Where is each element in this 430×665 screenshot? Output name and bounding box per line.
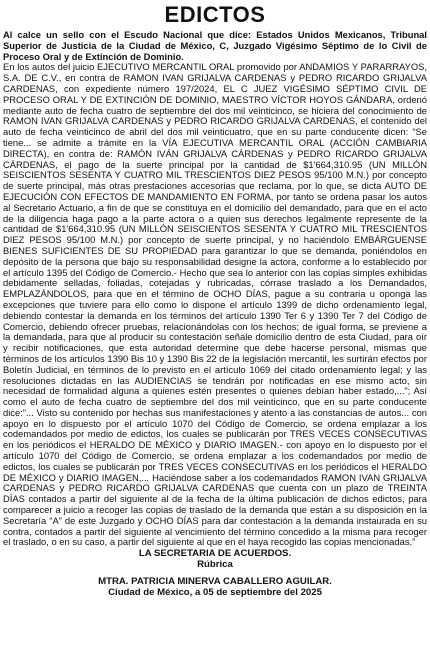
signature-place-date: Ciudad de México, a 05 de septiembre del 2025 bbox=[108, 587, 322, 599]
edict-body-text: En los autos del juicio EJECUTIVO MERCANTIL ORAL promovido por ANDAMIOS Y PARARRAYOS, S.A. DE C.V., en contra de RAMON IVAN GRIJALVA CARDENAS y PEDRO RICARDO GRIJALVA CARDENAS, con expediente número 197/2024, EL C JUEZ VIGÉSIMO SÉPTIMO CIVIL DE PROCESO ORAL Y DE EXTINCIÓN DE DOMINIO, MAESTRO VÍCTOR HOYOS GÁNDARA, ordenó mediante auto de fecha cuatro de septiembre del dos mil veinticinco, se hiciera del conocimiento de RAMON IVAN GRIJALVA CARDENAS y PEDRO RICARDO GRIJALVA CARDENAS, el contenido del auto de fecha veinticinco de abril del dos mil veinticuatro, que en su parte conducente dicen: “Se tiene... se admite a trámite en la VÍA EJECUTIVA MERCANTIL ORAL (ACCIÓN CAMBIARIA DIRECTA), en contra de: RAMÓN IVÁN GRIJALVA CÁRDENAS y PEDRO RICARDO GRIJALVA CÁRDENAS, el pago de la suerte principal por la cantidad de $1'664,310.95 (UN MILLÓN SEISCIENTOS SESENTA Y CUATRO MIL TRESCIENTOS DIEZ PESOS 95/100 M.N.) por concepto de suerte principal, más otras prestaciones accesorias que reclama, por lo que, se dicta AUTO DE EJECUCIÓN CON EFECTOS DE MANDAMIENTO EN FORMA, por tanto se ordena pasar los autos al Secretario Actuario, a fin de que se constituya en el domicilio del demandado, para que en el acto de la diligencia haga pago a la parte actora o a quien sus derechos legalmente represente de la cantidad de $1'664,310.95 (UN MILLÓN SEISCIENTOS SESENTA Y CUATRO MIL TRESCIENTOS DIEZ PESOS 95/100 M.N.) por concepto de suerte principal, y no haciéndolo EMBÁRGUENSE BIENES SUFICIENTES DE SU PROPIEDAD para garantizar lo que se demanda, poniéndolos en depósito de la persona que bajo su responsabilidad designe la actora, conforme a lo establecido por el artículo 1395 del Código de Comercio.- Hecho que sea lo anterior con las copias simples exhibidas debidamente selladas, foliadas, cotejadas y rubricadas, córrase traslado a los Demandados, EMPLAZÁNDOLOS, para que en el término de OCHO DÍAS, pague a su contraria u oponga las excepciones que tuviere para ello como lo dispone el artículo 1399 de dicho ordenamiento legal, debiendo contestar la demanda en los términos del artículo 1390 Ter 6 y 1390 Ter 7 del Código de Comercio, debiendo ofrecer pruebas, relacionándolas con los hechos; de igual forma, se previene a la demandada, para que al producir su contestación señale domicilio dentro de esta Ciudad, para oír y recibir notificaciones, que esta autoridad determine que debe hacerse personal, mismas que términos de los artículos 1390 Bis 10 y 1390 Bis 22 de la legislación mercantil, les surtirán efectos por Boletín Judicial, en términos de lo previsto en el artículo 1069 del citado ordenamiento legal; y las resoluciones dictadas en las AUDIENCIAS se tendrán por notificadas en ese mismo acto, sin necesidad de formalidad alguna a quienes estén presentes o quienes debían haber estado,...”; Así como el auto de fecha cuatro de septiembre del dos mil veinticinco, que en su parte conducente dice:”... Visto su contenido por hechas sus manifestaciones y atento a las constancias de autos... con apoyo en lo dispuesto por el artículo 1070 del Código de Comercio, se ordena emplazar a los codemandados por medio de edictos, los cuales se publicarán por TRES VECES CONSECUTIVAS en los periódicos el HERALDO DE MÉXICO y DIARIO IMAGEN.- con apoyo en lo dispuesto por el artículo 1070 del Código de Comercio, se ordena emplazar a los codemandados por medio de edictos, los cuales se publicarán por TRES VECES CONSECUTIVAS en los periódicos el HERALDO DE MÉXICO y DIARIO IMAGEN,... Haciéndose saber a los codemandados RAMON IVAN GRIJALVA CARDENAS y PEDRO RICARDO GRIJALVA CARDENAS que cuenta con un plazo de TREINTA DÍAS contados a partir del siguiente al de la fecha de la última publicación de dichos edictos, para comparecer a juicio a recoger las copias de traslado de la demanda que están a su disposición en la Secretaría “A” de este Juzgado y OCHO DÍAS para dar contestación a la demanda instaurada en su contra, contados a partir del siguiente al vencimiento del término concedido a la misma para recoger el traslado, o en su caso, a partir del siguiente al que en el haya recogido las copias mencionadas.” bbox=[3, 61, 427, 548]
signature-rubric: Rúbrica bbox=[197, 559, 233, 571]
court-seal-header: Al calce un sello con el Escudo Nacional que dice: Estados Unidos Mexicanos, Tribunal Superior de Justicia de la Ciudad de México, C, Juzgado Vigésimo Séptimo de lo Civil de Proceso Oral y de Extinción de Dominio. bbox=[3, 29, 427, 62]
signature-name: MTRA. PATRICIA MINERVA CABALLERO AGUILAR. bbox=[98, 576, 332, 588]
edict-title: EDICTOS bbox=[164, 2, 266, 27]
signature-title: LA SECRETARIA DE ACUERDOS. bbox=[138, 548, 292, 560]
